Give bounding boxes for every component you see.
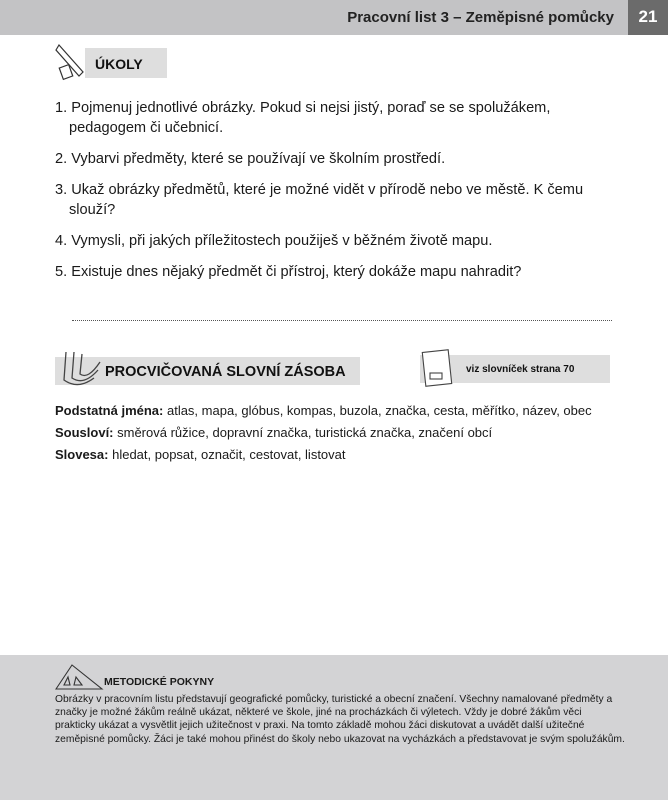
task-item: 2. Vybarvi předměty, které se používají ve školním prostředí.	[55, 151, 446, 167]
set-square-icon	[54, 663, 104, 691]
worksheet-title: Pracovní list 3 – Zeměpisné pomůcky	[347, 9, 614, 26]
methodology-panel	[0, 655, 668, 800]
answer-line[interactable]	[72, 320, 612, 321]
vocab-list	[55, 400, 592, 466]
pencils-icon	[58, 350, 102, 390]
task-item: 1. Pojmenuj jednotlivé obrázky. Pokud si nejsi jistý, poraď se se spolužákem, pedagogem či učebnicí.	[55, 100, 551, 136]
vocab-row: Slovesa: hledat, popsat, označit, cestovat, listovat	[55, 447, 346, 462]
tasks-heading: ÚKOLY	[85, 48, 167, 78]
methodology-text: Obrázky v pracovním listu představují geografické pomůcky, turistické a obecní značení. Všechny namalované předměty a značky je možné žákům reálně ukázat, některé ve škole, jiné na procházkách či výletech. Vždy je dobré žákům věci prakticky ukázat a vysvětlit jejich užitečnost v praxi. Na tomto základě mohou žáci diskutovat a uvádět další užitečné zeměpisné pomůcky. Žáci je také mohou přinést do školy nebo ukazovat na vycházkách a představovat je svým spolužákům.	[55, 694, 625, 745]
vocab-heading: PROCVIČOVANÁ SLOVNÍ ZÁSOBA	[55, 357, 360, 385]
notepad-icon	[420, 345, 456, 389]
task-item: 3. Ukaž obrázky předmětů, které je možné vidět v přírodě nebo ve městě. K čemu slouží?	[55, 182, 584, 218]
task-list	[55, 98, 625, 293]
pen-icon	[55, 42, 91, 82]
vocab-row: Podstatná jména: atlas, mapa, glóbus, kompas, buzola, značka, cesta, měřítko, název, obec	[55, 403, 592, 418]
task-item: 4. Vymysli, při jakých příležitostech použiješ v běžném životě mapu.	[55, 233, 493, 249]
dictionary-note: viz slovníček strana 70	[420, 355, 610, 383]
methodology-title: METODICKÉ POKYNY	[104, 676, 215, 688]
task-item: 5. Existuje dnes nějaký předmět či přístroj, který dokáže mapu nahradit?	[55, 264, 522, 280]
page-number: 21	[628, 0, 668, 35]
vocab-row: Sousloví: směrová růžice, dopravní značka, turistická značka, značení obcí	[55, 425, 493, 440]
header-bar	[0, 0, 628, 35]
